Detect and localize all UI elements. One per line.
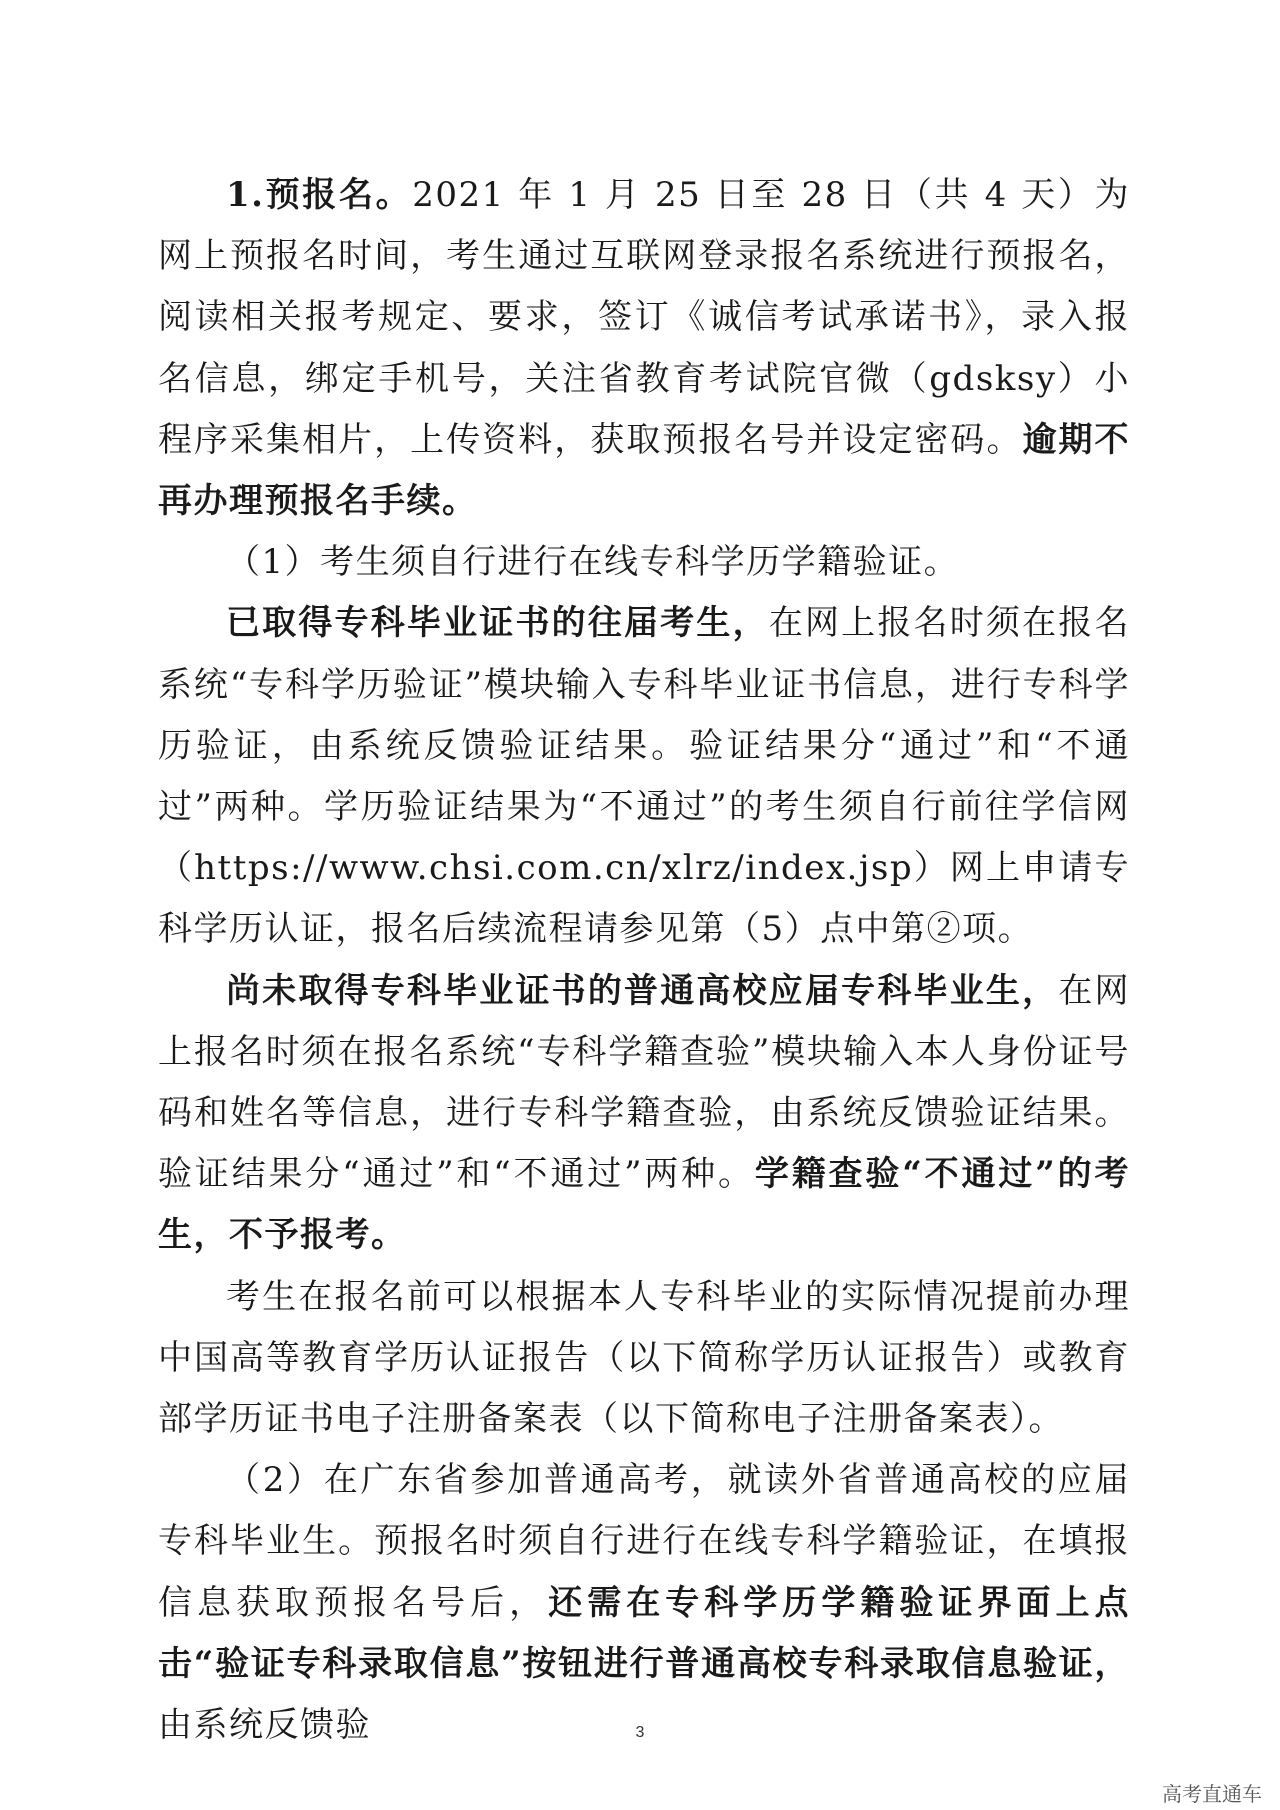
item-1-text: （1）考生须自行进行在线专科学历学籍验证。 [226, 542, 960, 583]
item-2-text: （2）在广东省参加普通高考，就读外省普通高校的应届专科毕业生。预报名时须自行进行在线专科学籍验证，在填报信息获取预报名号后， [158, 1460, 1130, 1623]
pre-registration-heading: 1.预报名。 [226, 175, 413, 215]
paragraph-current-graduates [158, 961, 1130, 1267]
item-2-text-continued: 由系统反馈验 [158, 1705, 371, 1746]
pre-registration-deadline-note: 逾期不再办理预报名手续。 [158, 419, 1131, 522]
current-graduates-heading: 尚未取得专科毕业证书的普通高校应届专科毕业生， [226, 970, 1059, 1011]
site-watermark: 高考直通车 [1156, 1776, 1268, 1809]
page-number: 3 [635, 1724, 645, 1741]
graduated-candidates-heading: 已取得专科毕业证书的往届考生， [226, 603, 769, 644]
paragraph-item-1 [158, 532, 1130, 593]
paragraph-certification-report [158, 1267, 1130, 1451]
paragraph-graduated-candidates [158, 593, 1130, 960]
current-graduates-warning: 学籍查验“不通过”的考生，不予报考。 [158, 1154, 1130, 1256]
paragraph-pre-registration [158, 165, 1130, 532]
certification-report-text: 考生在报名前可以根据本人专科毕业的实际情况提前办理中国高等教育学历认证报告（以下简称学历认证报告）或教育部学历证书电子注册备案表（以下简称电子注册备案表）。 [158, 1276, 1130, 1440]
pre-registration-text: 2021 年 1 月 25 日至 28 日（共 4 天）为网上预报名时间，考生通过互联网登录报名系统进行预报名，阅读相关报考规定、要求，签订《诚信考试承诺书》，录入报名信息，绑定手机号，关注省教育考试院官微（gdsksy）小程序采集相片，上传资料，获取预报名号并设定密码。 [158, 175, 1130, 460]
document-body [158, 165, 1130, 1756]
graduated-candidates-text: 在网上报名时须在报名系统“专科学历验证”模块输入专科毕业证书信息，进行专科学历验证，由系统反馈验证结果。验证结果分“通过”和“不通过”两种。学历验证结果为“不通过”的考生须自行前往学信网（https://www.chsi.com.cn/xlrz/index.jsp）网上申请专科学历认证，报名后续流程请参见第（5）点中第②项。 [158, 603, 1130, 950]
item-2-instruction: 还需在专科学历学籍验证界面上点击“验证专科录取信息”按钮进行普通高校专科录取信息验证， [158, 1582, 1131, 1684]
paragraph-item-2 [158, 1450, 1130, 1756]
current-graduates-text: 在网上报名时须在报名系统“专科学籍查验”模块输入本人身份证号码和姓名等信息，进行专科学籍查验，由系统反馈验证结果。验证结果分“通过”和“不通过”两种。 [158, 970, 1130, 1195]
